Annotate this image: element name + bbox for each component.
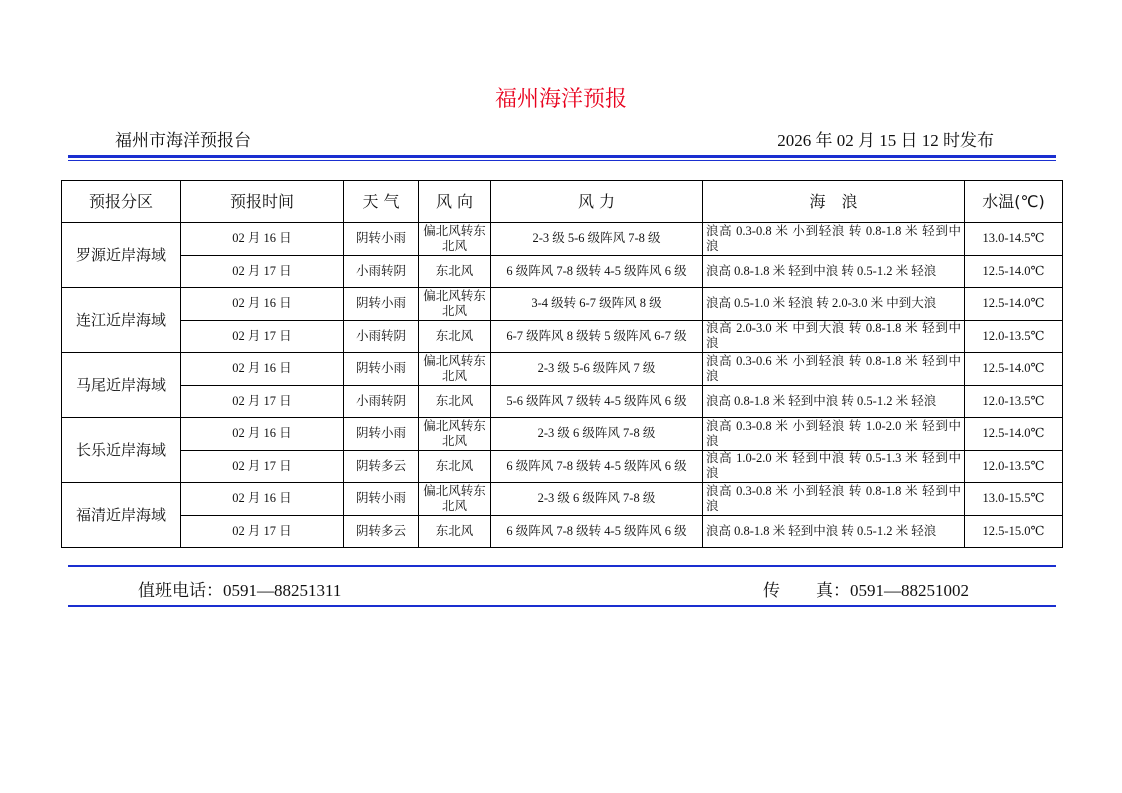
- water-temp: 13.0-15.5℃: [965, 483, 1063, 516]
- header-water-temp: 水温(℃): [965, 181, 1063, 223]
- wind-force: 2-3 级 6 级阵风 7-8 级: [491, 418, 703, 451]
- table-row: [62, 385, 1063, 418]
- table-row: [62, 320, 1063, 353]
- wind-direction: 东北风: [419, 255, 491, 288]
- table-row: [62, 353, 1063, 386]
- wave: 浪高 0.8-1.8 米 轻到中浪 转 0.5-1.2 米 轻浪: [703, 255, 965, 288]
- wind-force: 5-6 级阵风 7 级转 4-5 级阵风 6 级: [491, 385, 703, 418]
- wind-direction: 东北风: [419, 320, 491, 353]
- weather: 小雨转阴: [344, 385, 419, 418]
- table-row: [62, 515, 1063, 548]
- table-row: [62, 483, 1063, 516]
- table-row: [62, 255, 1063, 288]
- wind-direction: 偏北风转东北风: [419, 288, 491, 321]
- weather: 阴转小雨: [344, 288, 419, 321]
- forecast-date: 02 月 17 日: [181, 450, 344, 483]
- wave: 浪高 0.5-1.0 米 轻浪 转 2.0-3.0 米 中到大浪: [703, 288, 965, 321]
- water-temp: 12.0-13.5℃: [965, 320, 1063, 353]
- zone-name: 连江近岸海域: [62, 288, 181, 353]
- forecast-date: 02 月 17 日: [181, 385, 344, 418]
- table-row: [62, 450, 1063, 483]
- zone-name: 福清近岸海域: [62, 483, 181, 548]
- weather: 小雨转阴: [344, 255, 419, 288]
- wind-force: 3-4 级转 6-7 级阵风 8 级: [491, 288, 703, 321]
- water-temp: 13.0-14.5℃: [965, 223, 1063, 256]
- wave: 浪高 0.8-1.8 米 轻到中浪 转 0.5-1.2 米 轻浪: [703, 385, 965, 418]
- issuing-organization: 福州市海洋预报台: [115, 131, 251, 150]
- weather: 小雨转阴: [344, 320, 419, 353]
- forecast-date: 02 月 16 日: [181, 288, 344, 321]
- water-temp: 12.5-14.0℃: [965, 353, 1063, 386]
- weather: 阴转小雨: [344, 418, 419, 451]
- table-row: [62, 223, 1063, 256]
- forecast-date: 02 月 17 日: [181, 255, 344, 288]
- forecast-date: 02 月 16 日: [181, 353, 344, 386]
- header-wind-direction: 风 向: [419, 181, 491, 223]
- forecast-date: 02 月 16 日: [181, 483, 344, 516]
- page-title: 福州海洋预报: [494, 86, 627, 111]
- wave: 浪高 0.3-0.8 米 小到轻浪 转 0.8-1.8 米 轻到中浪: [703, 483, 965, 516]
- duty-phone-number: 0591—88251311: [223, 581, 342, 600]
- water-temp: 12.5-14.0℃: [965, 418, 1063, 451]
- table-row: [62, 418, 1063, 451]
- wind-direction: 偏北风转东北风: [419, 223, 491, 256]
- forecast-date: 02 月 17 日: [181, 320, 344, 353]
- wind-direction: 偏北风转东北风: [419, 418, 491, 451]
- fax-number: 0591—88251002: [850, 581, 969, 600]
- footer-divider-top: [68, 565, 1056, 567]
- wave: 浪高 1.0-2.0 米 轻到中浪 转 0.5-1.3 米 轻到中浪: [703, 450, 965, 483]
- wave: 浪高 0.3-0.8 米 小到轻浪 转 0.8-1.8 米 轻到中浪: [703, 223, 965, 256]
- wind-direction: 东北风: [419, 450, 491, 483]
- water-temp: 12.5-14.0℃: [965, 255, 1063, 288]
- water-temp: 12.0-13.5℃: [965, 385, 1063, 418]
- wind-force: 2-3 级 5-6 级阵风 7 级: [491, 353, 703, 386]
- wind-force: 2-3 级 5-6 级阵风 7-8 级: [491, 223, 703, 256]
- wave: 浪高 0.8-1.8 米 轻到中浪 转 0.5-1.2 米 轻浪: [703, 515, 965, 548]
- zone-name: 罗源近岸海域: [62, 223, 181, 288]
- forecast-date: 02 月 16 日: [181, 418, 344, 451]
- water-temp: 12.5-14.0℃: [965, 288, 1063, 321]
- issue-time: 2026 年 02 月 15 日 12 时发布: [777, 131, 994, 150]
- table-header-row: [62, 181, 1063, 223]
- forecast-table: [61, 180, 1063, 548]
- wave: 浪高 2.0-3.0 米 中到大浪 转 0.8-1.8 米 轻到中浪: [703, 320, 965, 353]
- header-divider: [68, 155, 1056, 161]
- header-time: 预报时间: [181, 181, 344, 223]
- zone-name: 马尾近岸海域: [62, 353, 181, 418]
- wind-force: 6-7 级阵风 8 级转 5 级阵风 6-7 级: [491, 320, 703, 353]
- wind-force: 6 级阵风 7-8 级转 4-5 级阵风 6 级: [491, 255, 703, 288]
- fax: [763, 576, 969, 601]
- weather: 阴转小雨: [344, 353, 419, 386]
- wind-force: 2-3 级 6 级阵风 7-8 级: [491, 483, 703, 516]
- duty-phone: [138, 576, 341, 601]
- wind-direction: 偏北风转东北风: [419, 353, 491, 386]
- fax-label-first: 传: [763, 581, 780, 600]
- wind-force: 6 级阵风 7-8 级转 4-5 级阵风 6 级: [491, 450, 703, 483]
- header-wave: 海 浪: [703, 181, 965, 223]
- weather: 阴转小雨: [344, 483, 419, 516]
- header-wind-force: 风 力: [491, 181, 703, 223]
- water-temp: 12.5-15.0℃: [965, 515, 1063, 548]
- wind-force: 6 级阵风 7-8 级转 4-5 级阵风 6 级: [491, 515, 703, 548]
- wind-direction: 偏北风转东北风: [419, 483, 491, 516]
- wave: 浪高 0.3-0.6 米 小到轻浪 转 0.8-1.8 米 轻到中浪: [703, 353, 965, 386]
- zone-name: 长乐近岸海域: [62, 418, 181, 483]
- weather: 阴转小雨: [344, 223, 419, 256]
- duty-phone-label: 值班电话：: [138, 581, 223, 600]
- water-temp: 12.0-13.5℃: [965, 450, 1063, 483]
- header-weather: 天 气: [344, 181, 419, 223]
- footer-divider-bottom: [68, 605, 1056, 607]
- forecast-date: 02 月 17 日: [181, 515, 344, 548]
- wind-direction: 东北风: [419, 385, 491, 418]
- weather: 阴转多云: [344, 450, 419, 483]
- wind-direction: 东北风: [419, 515, 491, 548]
- fax-label-second: 真：: [816, 581, 850, 600]
- wave: 浪高 0.3-0.8 米 小到轻浪 转 1.0-2.0 米 轻到中浪: [703, 418, 965, 451]
- table-row: [62, 288, 1063, 321]
- weather: 阴转多云: [344, 515, 419, 548]
- header-zone: 预报分区: [62, 181, 181, 223]
- forecast-date: 02 月 16 日: [181, 223, 344, 256]
